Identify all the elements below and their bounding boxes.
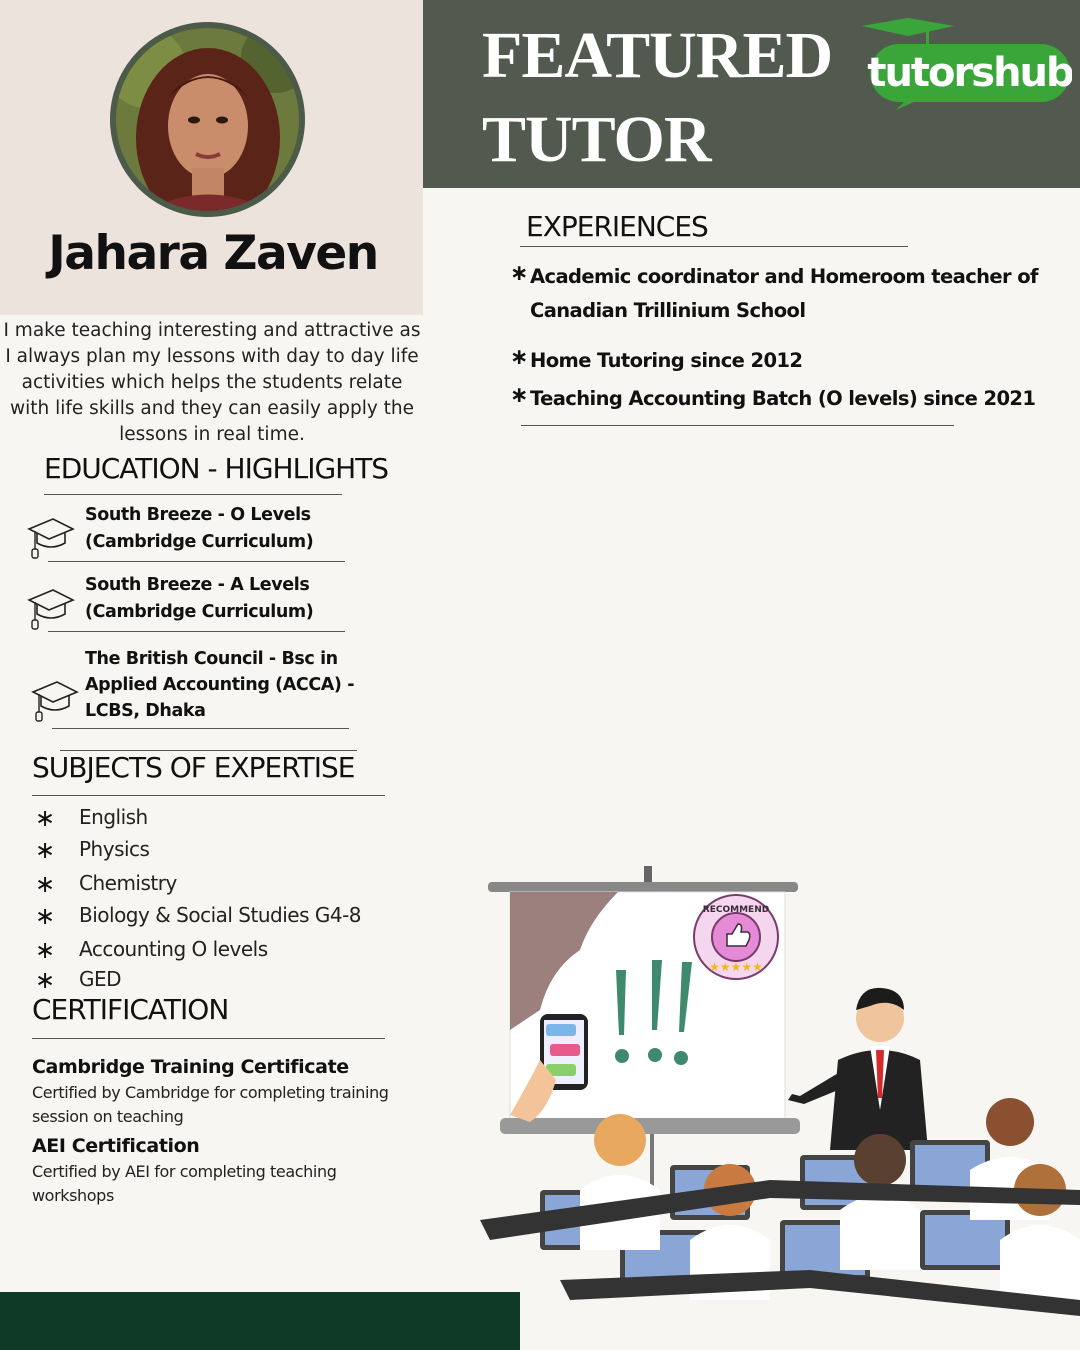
certificate-description xyxy=(32,1160,402,1208)
education-item-divider xyxy=(52,728,349,729)
experience-item-line: Canadian Trillinium School xyxy=(530,299,806,322)
education-item xyxy=(85,646,354,724)
experiences-bottom-divider xyxy=(521,425,954,426)
featured-title xyxy=(482,14,832,182)
certification-divider xyxy=(32,1038,385,1039)
subject-item: English xyxy=(79,805,148,829)
students xyxy=(480,1098,1080,1350)
certificate-description xyxy=(32,1081,402,1129)
bullet-icon: ∗ xyxy=(35,804,56,832)
education-item-line: South Breeze - A Levels xyxy=(85,575,310,595)
profile-photo xyxy=(116,28,299,211)
graduation-cap-icon xyxy=(31,678,79,724)
certificate-description-line: session on teaching xyxy=(32,1107,184,1126)
education-heading: EDUCATION - HIGHLIGHTS xyxy=(44,452,389,485)
experience-item: Home Tutoring since 2012 xyxy=(530,349,803,372)
certificate-description-line: workshops xyxy=(32,1186,114,1205)
experience-item: Teaching Accounting Batch (O levels) since 2021 xyxy=(530,387,1036,410)
footer-bar xyxy=(0,1292,520,1350)
bullet-icon: ∗ xyxy=(35,966,56,994)
subject-item: Physics xyxy=(79,837,150,861)
bullet-icon: ∗ xyxy=(35,936,56,964)
avatar xyxy=(110,22,305,217)
education-item-line: South Breeze - O Levels xyxy=(85,505,311,525)
subjects-heading: SUBJECTS OF EXPERTISE xyxy=(32,751,355,784)
experience-item-line: Academic coordinator and Homeroom teacher of xyxy=(530,265,1038,288)
education-item-divider xyxy=(48,561,345,562)
bullet-icon: ∗ xyxy=(510,383,529,408)
badge-stars: ★★★★★ xyxy=(709,960,763,974)
subject-item: Accounting O levels xyxy=(79,937,268,961)
tutor-bio: I make teaching interesting and attractive as I always plan my lessons with day to day life activities which helps the students relate with life skills and they can easily apply the lessons in real time. xyxy=(3,320,421,445)
education-item-line: LCBS, Dhaka xyxy=(85,701,206,721)
education-divider xyxy=(44,494,342,495)
education-item-divider xyxy=(48,631,345,632)
featured-title-line1: FEATURED xyxy=(482,19,833,92)
graduation-cap-icon xyxy=(27,586,75,632)
certificate-description-line: Certified by AEI for completing teaching xyxy=(32,1162,337,1181)
education-item-line: (Cambridge Curriculum) xyxy=(85,602,314,622)
education-item-line: (Cambridge Curriculum) xyxy=(85,532,314,552)
bullet-icon: ∗ xyxy=(35,836,56,864)
experience-item xyxy=(530,260,1038,328)
education-item xyxy=(85,572,313,626)
classroom-illustration xyxy=(470,860,1080,1350)
bullet-icon: ∗ xyxy=(35,870,56,898)
tutor-name: Jahara Zaven xyxy=(48,226,378,281)
bullet-icon: ∗ xyxy=(510,261,529,286)
tutorshub-logo xyxy=(856,14,1072,112)
certificate-description-line: Certified by Cambridge for completing training xyxy=(32,1083,389,1102)
certification-heading: CERTIFICATION xyxy=(32,993,229,1026)
subject-item: GED xyxy=(79,967,122,991)
graduation-cap-icon xyxy=(27,515,75,561)
education-item-line: The British Council - Bsc in xyxy=(85,649,338,669)
certificate-title: AEI Certification xyxy=(32,1135,200,1157)
logo-text: tutorshub xyxy=(867,50,1072,96)
badge-text: RECOMMEND xyxy=(702,905,770,915)
education-item-line: Applied Accounting (ACCA) - xyxy=(85,675,355,695)
certificate-title: Cambridge Training Certificate xyxy=(32,1056,349,1078)
education-item xyxy=(85,502,313,556)
subject-item: Biology & Social Studies G4-8 xyxy=(79,903,362,927)
experiences-heading: EXPERIENCES xyxy=(526,210,708,243)
experiences-divider xyxy=(520,246,908,247)
subject-item: Chemistry xyxy=(79,871,177,895)
subjects-divider xyxy=(32,795,385,796)
featured-title-line2: TUTOR xyxy=(482,103,711,176)
bullet-icon: ∗ xyxy=(35,902,56,930)
bullet-icon: ∗ xyxy=(510,345,529,370)
